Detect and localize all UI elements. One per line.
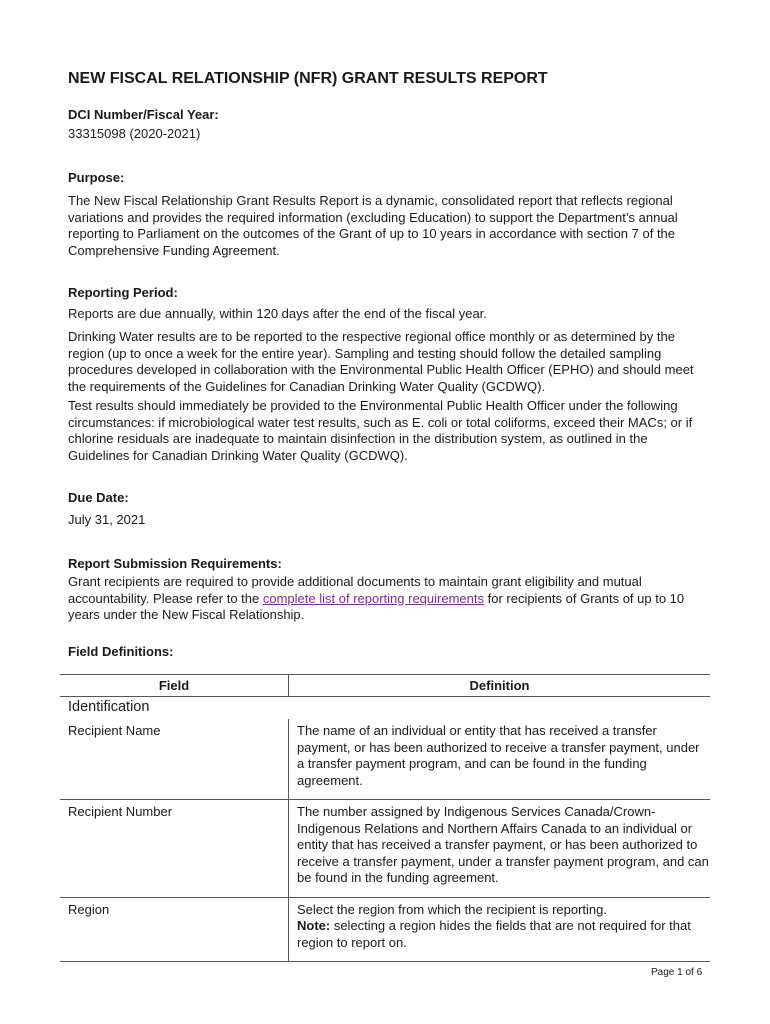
column-header-field: Field — [60, 675, 289, 697]
field-definition: The name of an individual or entity that has received a transfer payment, or has been authorized to receive a transfer payment, under a transfer payment program, and can be found in the funding agreement. — [289, 719, 711, 800]
field-name: Region — [60, 897, 289, 962]
region-definition-text: Select the region from which the recipient is reporting. — [297, 901, 607, 917]
purpose-label: Purpose: — [68, 170, 125, 185]
field-definition: The number assigned by Indigenous Services Canada/Crown-Indigenous Relations and Northern Affairs Canada to an individual or entity that has received a transfer payment, or has been authorized to receive a transfer payment, under a transfer payment program, and can be found in the funding agreement. — [289, 800, 711, 898]
section-identification: Identification — [68, 699, 150, 715]
reporting-period-label: Reporting Period: — [68, 285, 178, 300]
dci-value: 33315098 (2020-2021) — [68, 126, 201, 141]
table-row — [60, 800, 710, 898]
table-row — [60, 719, 710, 800]
page-title: NEW FISCAL RELATIONSHIP (NFR) GRANT RESULTS REPORT — [68, 70, 548, 87]
field-name: Recipient Name — [60, 719, 289, 800]
region-note-label: Note: — [297, 918, 331, 933]
dci-label: DCI Number/Fiscal Year: — [68, 107, 219, 122]
submission-text — [68, 574, 708, 624]
table-row — [60, 897, 710, 962]
field-name: Recipient Number — [60, 800, 289, 898]
reporting-requirements-link[interactable]: complete list of reporting requirements — [262, 590, 484, 606]
due-date-value: July 31, 2021 — [68, 512, 146, 527]
column-header-definition: Definition — [289, 675, 711, 697]
purpose-text: The New Fiscal Relationship Grant Results Report is a dynamic, consolidated report that reflects regional variations and provides the required information (excluding Education) to support the Department’s annual reporting to Parliament on the outcomes of the Grant of up to 10 years in accordance with section 7 of the Comprehensive Funding Agreement. — [68, 193, 678, 258]
region-note-text: selecting a region hides the fields that are not required for that region to report on. — [297, 918, 691, 950]
field-definitions-label: Field Definitions: — [68, 644, 174, 659]
submission-label: Report Submission Requirements: — [68, 556, 282, 571]
field-definitions-table — [60, 674, 710, 962]
reporting-period-p2: Drinking Water results are to be reported to the respective regional office monthly or as determined by the region (up to once a week for the entire year). Sampling and testing should follow the detailed sampling procedures developed in collaboration with the Environmental Public Health Officer (EPHO) and should meet the requirements of the Guidelines for Canadian Drinking Water Quality (GCDWQ). — [68, 329, 694, 394]
section-row — [60, 697, 710, 720]
submission-text-before: Grant recipients are required to provide additional documents to maintain grant eligibility and mutual accountability. Please refer to the — [68, 574, 642, 606]
reporting-period-p3: Test results should immediately be provided to the Environmental Public Health Officer under the following circumstances: if microbiological water test results, such as E. coli or total coliforms, exceed their MACs; or if chlorine residuals are inadequate to maintain disinfection in the distribution system, as outlined in the Guidelines for Canadian Drinking Water Quality (GCDWQ). — [68, 398, 693, 463]
table-header-row — [60, 675, 710, 697]
reporting-period-p1: Reports are due annually, within 120 days after the end of the fiscal year. — [68, 306, 487, 321]
due-date-label: Due Date: — [68, 490, 129, 505]
page-number: Page 1 of 6 — [651, 967, 703, 978]
field-definition — [289, 897, 711, 962]
submission-text-after: for recipients of Grants of up to 10 years under the New Fiscal Relationship. — [68, 590, 685, 622]
